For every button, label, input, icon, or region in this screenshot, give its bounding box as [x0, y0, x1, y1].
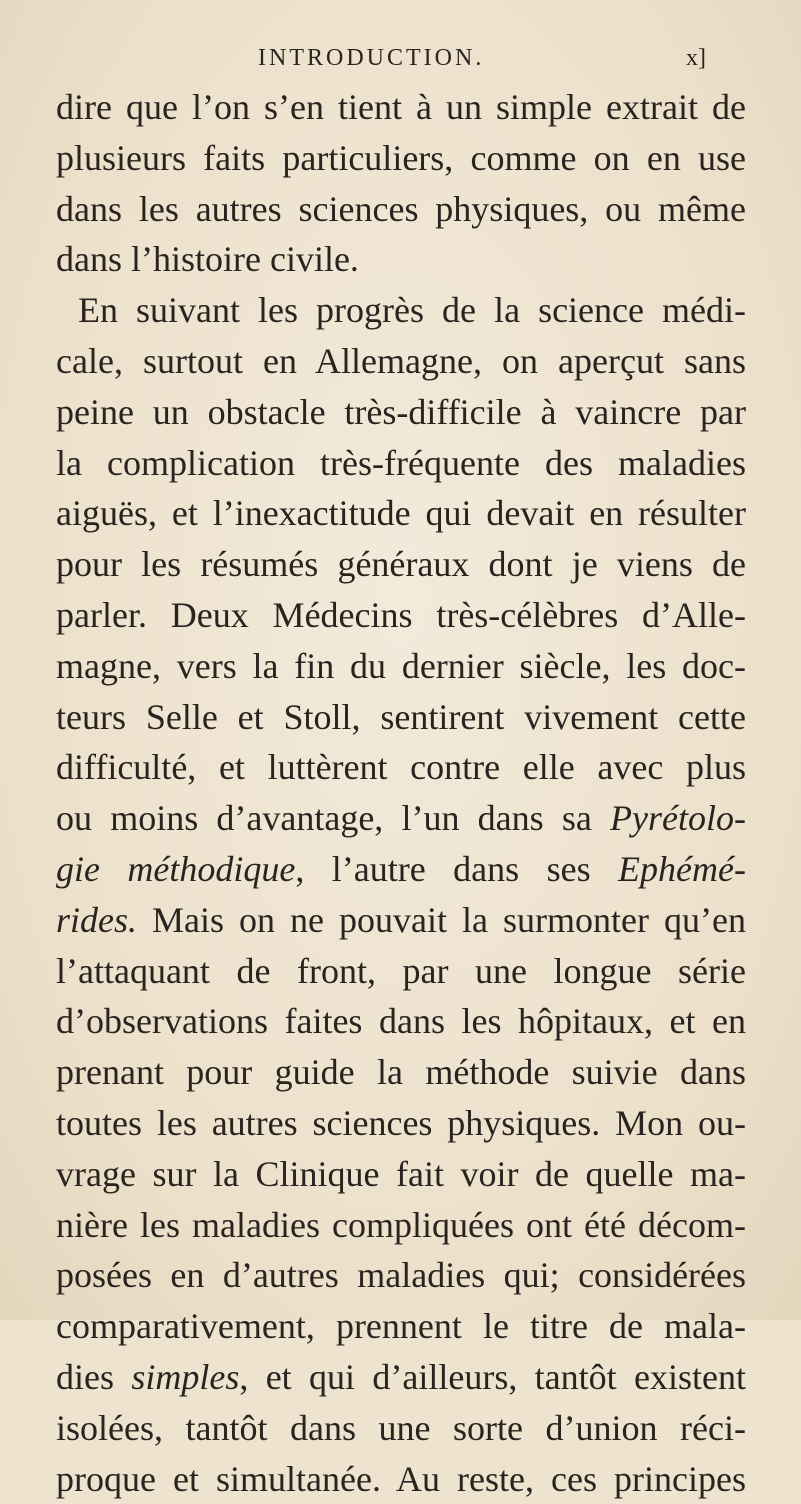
text-line: peine un obstacle très-difficile à vaincre par	[56, 391, 746, 432]
text-line: isolées, tantôt dans une sorte d’union réci-	[56, 1407, 746, 1448]
text-line: parler. Deux Médecins très-célèbres d’Alle-	[56, 594, 746, 635]
text-line: difficulté, et luttèrent contre elle avec plus	[56, 747, 746, 788]
text-line: dans l’histoire civile.	[56, 239, 359, 280]
text-line: toutes les autres sciences physiques. Mon ou-	[56, 1102, 746, 1143]
italic-title: gie méthodique	[56, 848, 296, 889]
text-line: posées en d’autres maladies qui; considérées	[56, 1255, 746, 1296]
text-line: cale, surtout en Allemagne, on aperçut sans	[56, 340, 746, 381]
text-line: pour les résumés généraux dont je viens de	[56, 544, 746, 585]
text-line: l’attaquant de front, par une longue série	[56, 950, 746, 991]
body-text	[56, 82, 746, 1504]
text-line: rides. Mais on ne pouvait la surmonter qu’en	[56, 899, 746, 940]
text-line: aiguës, et l’inexactitude qui devait en résulter	[56, 493, 746, 534]
text-line: magne, vers la fin du dernier siècle, les doc-	[56, 645, 746, 686]
text-line: dies simples, et qui d’ailleurs, tantôt existent	[56, 1356, 746, 1397]
italic-title: rides.	[56, 899, 137, 940]
text-line: dans les autres sciences physiques, ou même	[56, 188, 746, 229]
running-head	[0, 42, 801, 82]
running-title: INTRODUCTION.	[258, 45, 485, 71]
text-line: teurs Selle et Stoll, sentirent vivement cette	[56, 696, 746, 737]
text-line: d’observations faites dans les hôpitaux, et en	[56, 1001, 746, 1042]
text-line: prenant pour guide la méthode suivie dans	[56, 1052, 746, 1093]
text-line: proque et simultanée. Au reste, ces principes	[56, 1458, 746, 1499]
text-line: la complication très-fréquente des maladies	[56, 442, 746, 483]
text-line: gie méthodique, l’autre dans ses Ephémé-	[56, 848, 746, 889]
italic-title: Ephémé-	[618, 848, 746, 889]
paragraph-start-line: En suivant les progrès de la science médi-	[78, 290, 746, 331]
text-line: comparativement, prennent le titre de mala-	[56, 1306, 746, 1347]
italic-term: simples	[131, 1356, 240, 1397]
text-line: plusieurs faits particuliers, comme on en use	[56, 137, 746, 178]
text-line: ou moins d’avantage, l’un dans sa Pyrétolo-	[56, 798, 746, 839]
text-line: nière les maladies compliquées ont été décom-	[56, 1204, 746, 1245]
page-number: x]	[686, 45, 706, 71]
text-line: dire que l’on s’en tient à un simple extrait de	[56, 87, 746, 127]
italic-title: Pyrétolo-	[610, 798, 746, 839]
text-line: vrage sur la Clinique fait voir de quelle ma-	[56, 1153, 746, 1194]
